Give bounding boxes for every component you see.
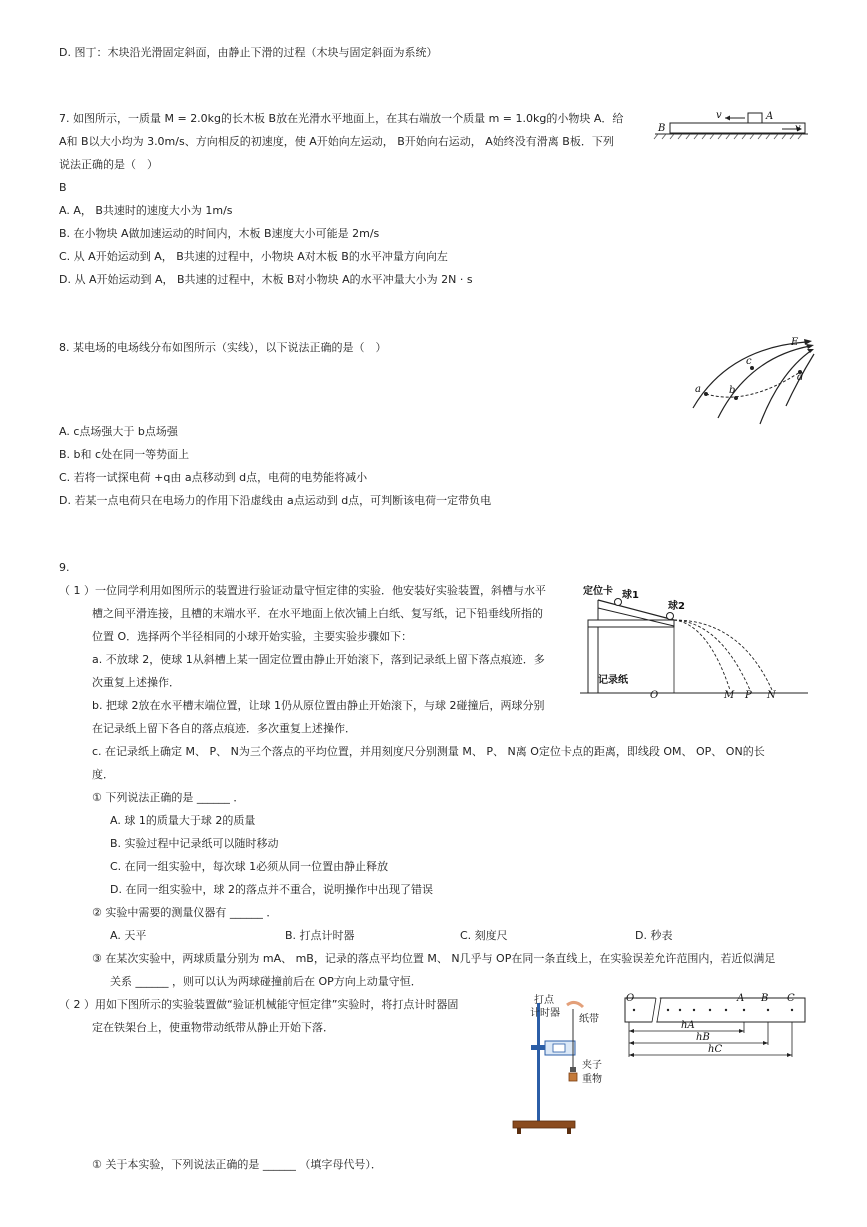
q7-label-v-left: v bbox=[716, 110, 722, 121]
q7-option-a: A. A， B共速时的速度大小为 1m/s bbox=[59, 204, 233, 217]
q8-label-d: d bbox=[797, 372, 804, 383]
q9-sub2-stem: ② 实验中需要的测量仪器有 ______ ． bbox=[92, 906, 278, 919]
q9-p1-step-c-cont: 度． bbox=[92, 768, 114, 781]
q9-sub1-option-a: A. 球 1的质量大于球 2的质量 bbox=[110, 814, 256, 827]
q8-label-c: c bbox=[746, 356, 752, 367]
q9-label-n: N bbox=[767, 690, 776, 701]
q7-option-c: C. 从 A开始运动到 A， B共速的过程中，小物块 A对木板 B的水平冲量方向向左 bbox=[59, 250, 448, 263]
q9-sub3-line1: ③ 在某次实验中，两球质量分别为 mA、 mB，记录的落点平均位置 M、 N几乎与 OP在同一条直线上，在实验误差允许范围内，若近似满足 bbox=[92, 952, 776, 965]
q7-option-b: B. 在小物块 A做加速运动的时间内，木板 B速度大小可能是 2m/s bbox=[59, 227, 380, 240]
q8-field-lines-diagram bbox=[688, 336, 828, 426]
q9-p1-step-b: b. 把球 2放在水平槽末端位置，让球 1仍从原位置由静止开始滚下，与球 2碰撞后，两球分别 bbox=[92, 699, 545, 712]
q9-sub2-option-b: B. 打点计时器 bbox=[285, 929, 355, 942]
q9-p1-step-a-cont: 次重复上述操作． bbox=[92, 676, 180, 689]
q9-sub3-line2: 关系 ______ ，则可以认为两球碰撞前后在 OP方向上动量守恒． bbox=[110, 975, 422, 988]
q9-tape-label-hc: hC bbox=[708, 1044, 723, 1055]
q9-tape-label-a: A bbox=[737, 993, 745, 1004]
q9-sub2-option-c: C. 刻度尺 bbox=[460, 929, 508, 942]
q9-label-ball2: 球2 bbox=[668, 601, 685, 612]
q9-label-p: P bbox=[745, 690, 752, 701]
q7-board-diagram bbox=[650, 105, 810, 145]
q9-tape-label-c: C bbox=[787, 993, 795, 1004]
q9-tape-label-b: B bbox=[761, 993, 769, 1004]
q9-p2-sub1: ① 关于本实验，下列说法正确的是 ______ （填字母代号）． bbox=[92, 1158, 382, 1171]
q9-label-m: M bbox=[724, 690, 735, 701]
q9-tape-label-ha: hA bbox=[681, 1020, 695, 1031]
q9-number: 9. bbox=[59, 561, 70, 574]
q7-stem-line3: 说法正确的是（ ） bbox=[59, 158, 158, 171]
q9-tape-label-o: O bbox=[626, 993, 635, 1004]
q9-label-clip: 夹子 bbox=[582, 1060, 602, 1071]
q9-sub1-option-b: B. 实验过程中记录纸可以随时移动 bbox=[110, 837, 279, 850]
q9-sub1-option-c: C. 在同一组实验中，每次球 1必须从同一位置由静止释放 bbox=[110, 860, 389, 873]
q7-stem-line2: A和 B以大小均为 3.0m/s、方向相反的初速度，使 A开始向左运动， B开始向右运动， A始终没有滑离 B板．下列 bbox=[59, 135, 614, 148]
q7-label-v-right: v bbox=[795, 123, 801, 134]
q9-label-card: 定位卡 bbox=[583, 586, 613, 597]
q8-label-e: E bbox=[791, 337, 799, 348]
q9-p1-line2: 槽之间平滑连接，且槽的末端水平．在水平地面上依次铺上白纸、复写纸，记下铅垂线所指的 bbox=[92, 607, 543, 620]
q7-label-b: B bbox=[658, 123, 666, 134]
q9-p2-line1: （ 2 ）用如下图所示的实验装置做“验证机械能守恒定律”实验时，将打点计时器固 bbox=[59, 998, 459, 1011]
q7-option-d: D. 从 A开始运动到 A， B共速的过程中，木板 B对小物块 A的水平冲量大小为 2N · s bbox=[59, 273, 473, 286]
q9-label-timer-2: 计时器 bbox=[530, 1008, 560, 1019]
q8-option-a: A. c点场强大于 b点场强 bbox=[59, 425, 178, 438]
q9-label-weight: 重物 bbox=[582, 1074, 602, 1085]
q9-p1-line3: 位置 O．选择两个半径相同的小球开始实验，主要实验步骤如下： bbox=[92, 630, 413, 643]
q9-sub1-stem: ① 下列说法正确的是 ______ ． bbox=[92, 791, 245, 804]
q9-p1-step-b-cont: 在记录纸上留下各自的落点痕迹．多次重复上述操作． bbox=[92, 722, 356, 735]
q9-p1-step-a: a. 不放球 2，使球 1从斜槽上某一固定位置由静止开始滚下，落到记录纸上留下落点痕迹．多 bbox=[92, 653, 545, 666]
question6-option-d: D. 图丁：木块沿光滑固定斜面，由静止下滑的过程（木块与固定斜面为系统） bbox=[59, 46, 438, 59]
q8-label-a: a bbox=[695, 384, 701, 395]
q8-option-b: B. b和 c处在同一等势面上 bbox=[59, 448, 190, 461]
q9-label-ball1: 球1 bbox=[622, 590, 639, 601]
q7-label-a: A bbox=[766, 111, 774, 122]
q9-sub2-option-a: A. 天平 bbox=[110, 929, 147, 942]
q9-sub1-option-d: D. 在同一组实验中，球 2的落点并不重合，说明操作中出现了错误 bbox=[110, 883, 433, 896]
q9-label-paper: 记录纸 bbox=[598, 675, 628, 686]
q9-label-tape: 纸带 bbox=[579, 1014, 599, 1025]
q9-p1-step-c: c. 在记录纸上确定 M、 P、 N为三个落点的平均位置，并用刻度尺分别测量 M、 P、 N离 O定位卡点的距离，即线段 OM、 OP、 ON的长 bbox=[92, 745, 765, 758]
q9-p2-line2: 定在铁架台上，使重物带动纸带从静止开始下落． bbox=[92, 1021, 334, 1034]
q9-p1-line1: （ 1 ）一位同学利用如图所示的装置进行验证动量守恒定律的实验．他安装好实验装置，斜槽与水平 bbox=[59, 584, 546, 597]
q9-sub2-option-d: D. 秒表 bbox=[635, 929, 673, 942]
q8-option-d: D. 若某一点电荷只在电场力的作用下沿虚线由 a点运动到 d点，可判断该电荷一定带负电 bbox=[59, 494, 492, 507]
q8-label-b: b bbox=[729, 385, 736, 396]
q8-option-c: C. 若将一试探电荷 +q由 a点移动到 d点，电荷的电势能将减小 bbox=[59, 471, 368, 484]
q9-label-o: O bbox=[650, 690, 659, 701]
q7-stem-line1: 7. 如图所示，一质量 M = 2.0kg的长木板 B放在光滑水平地面上，在其右端放一个质量 m = 1.0kg的小物块 A．给 bbox=[59, 112, 624, 125]
q8-stem: 8. 某电场的电场线分布如图所示（实线），以下说法正确的是（ ） bbox=[59, 341, 387, 354]
q9-label-timer-1: 打点 bbox=[534, 995, 554, 1006]
q9-tape-label-hb: hB bbox=[696, 1032, 710, 1043]
q7-answer: B bbox=[59, 181, 67, 194]
